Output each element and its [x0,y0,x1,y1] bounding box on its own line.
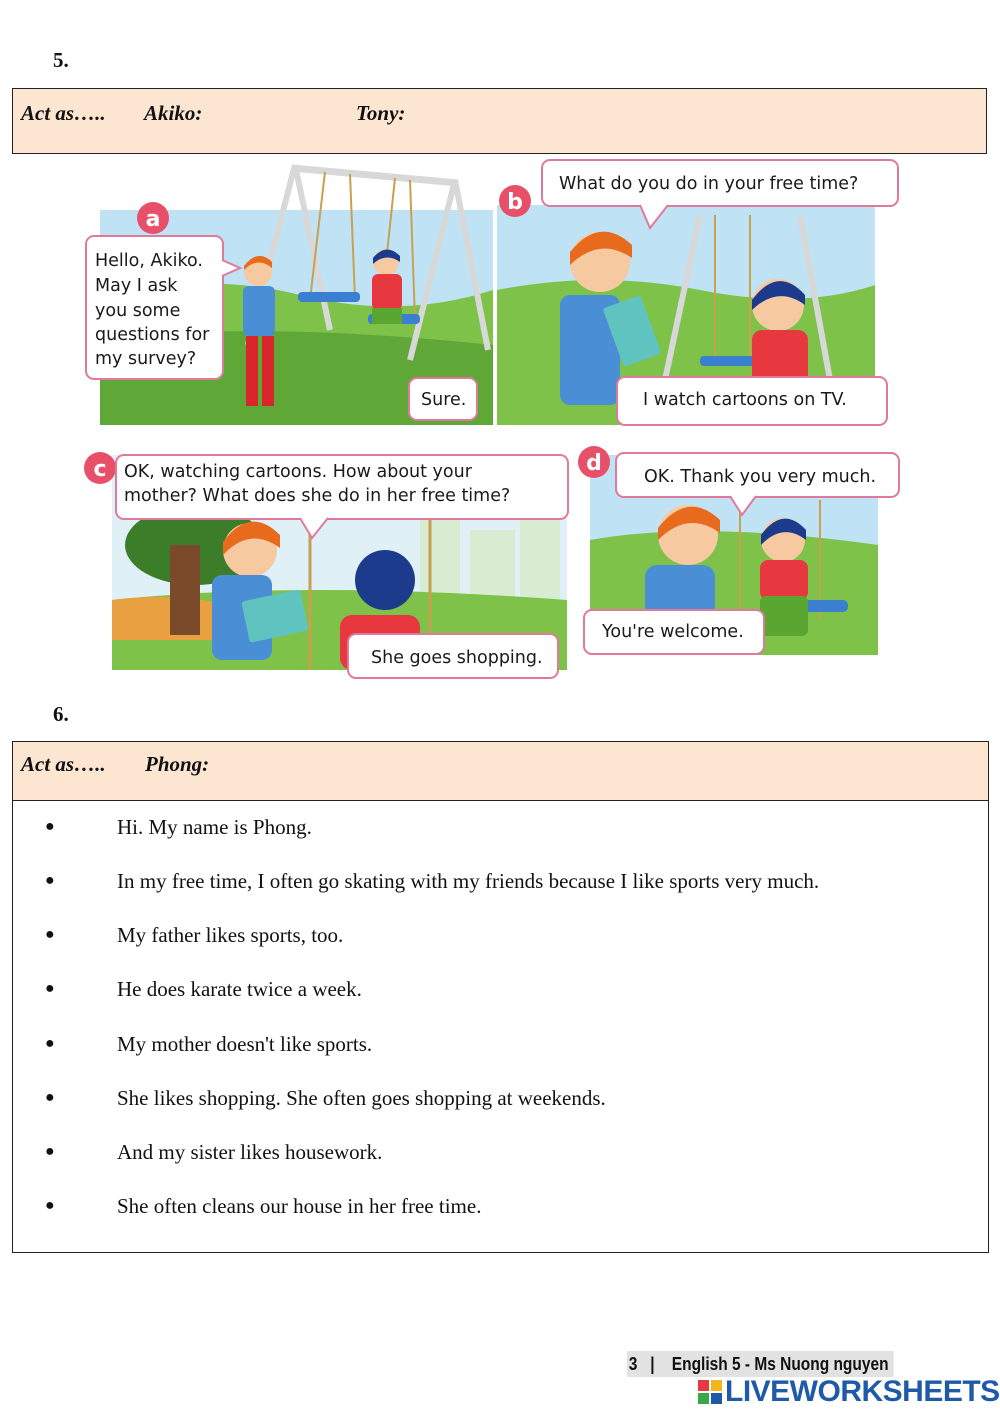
panel-letter-a: a [145,207,161,232]
bubble-d: OK. Thank you very much. [644,467,877,487]
bubble-c-line-2: mother? What does she do in her free time? [124,486,511,506]
panel-a [86,165,493,425]
list-item [13,1191,973,1221]
liveworksheets-text: LIVEWORKSHEETS [725,1375,1000,1408]
list-item [13,1029,973,1059]
panel-letter-b: b [507,190,523,215]
footer-separator: | [650,1354,655,1374]
panel-c [84,452,568,678]
liveworksheets-icon [698,1380,722,1404]
bullet-icon: ● [45,1089,55,1106]
list-item-text: My mother doesn't like sports. [117,1032,373,1056]
bubble-a-line-3: you some [95,301,181,321]
bubble-a-line-1: Hello, Akiko. [95,251,203,271]
bubble-a-line-5: my survey? [95,349,197,369]
bubble-b: What do you do in your free time? [559,174,859,194]
panel-letter-d: d [586,451,602,476]
list-item-text: Hi. My name is Phong. [117,815,312,839]
list-item-text: In my free time, I often go skating with my friends because I like sports very much. [117,869,820,893]
panel-letter-c: c [93,457,107,482]
bubble-c-line-1: OK, watching cartoons. How about your [124,462,472,482]
act-as-label: Act as….. [21,101,106,125]
panel-b [497,160,898,425]
reply-d: You're welcome. [602,622,744,642]
role-tony: Tony: [356,101,406,125]
reply-a: Sure. [421,390,467,410]
question-5-number: 5. [53,48,69,72]
list-item [13,866,973,896]
list-item-text: And my sister likes housework. [117,1140,383,1164]
bullet-icon: ● [45,1197,55,1214]
list-item-text: He does karate twice a week. [117,977,362,1001]
bullet-icon: ● [45,1143,55,1160]
list-item-text: She often cleans our house in her free time. [117,1194,482,1218]
footer-title: English 5 - Ms Nuong nguyen [671,1354,889,1374]
bullet-icon: ● [45,926,55,943]
speech-list [12,800,989,1253]
question-6-number: 6. [53,702,69,726]
comic-strip [0,0,1000,700]
list-item-text: She likes shopping. She often goes shopping at weekends. [117,1086,606,1110]
reply-b: I watch cartoons on TV. [643,390,847,410]
list-item [13,812,973,842]
list-item [13,974,973,1004]
act-as-header-6 [12,741,989,801]
list-item [13,1137,973,1167]
bullet-icon: ● [45,818,55,835]
list-item [13,1083,973,1113]
bubble-a-line-2: May I ask [95,276,178,296]
bullet-icon: ● [45,980,55,997]
act-as-label: Act as….. [21,752,106,776]
role-phong: Phong: [145,752,210,776]
list-item-text: My father likes sports, too. [117,923,344,947]
list-item [13,920,973,950]
page-number: 3 [628,1354,638,1374]
reply-c: She goes shopping. [371,648,543,668]
role-akiko: Akiko: [144,101,203,125]
panel-d [578,446,899,655]
bubble-a-line-4: questions for [95,325,210,345]
bullet-icon: ● [45,872,55,889]
bullet-icon: ● [45,1035,55,1052]
